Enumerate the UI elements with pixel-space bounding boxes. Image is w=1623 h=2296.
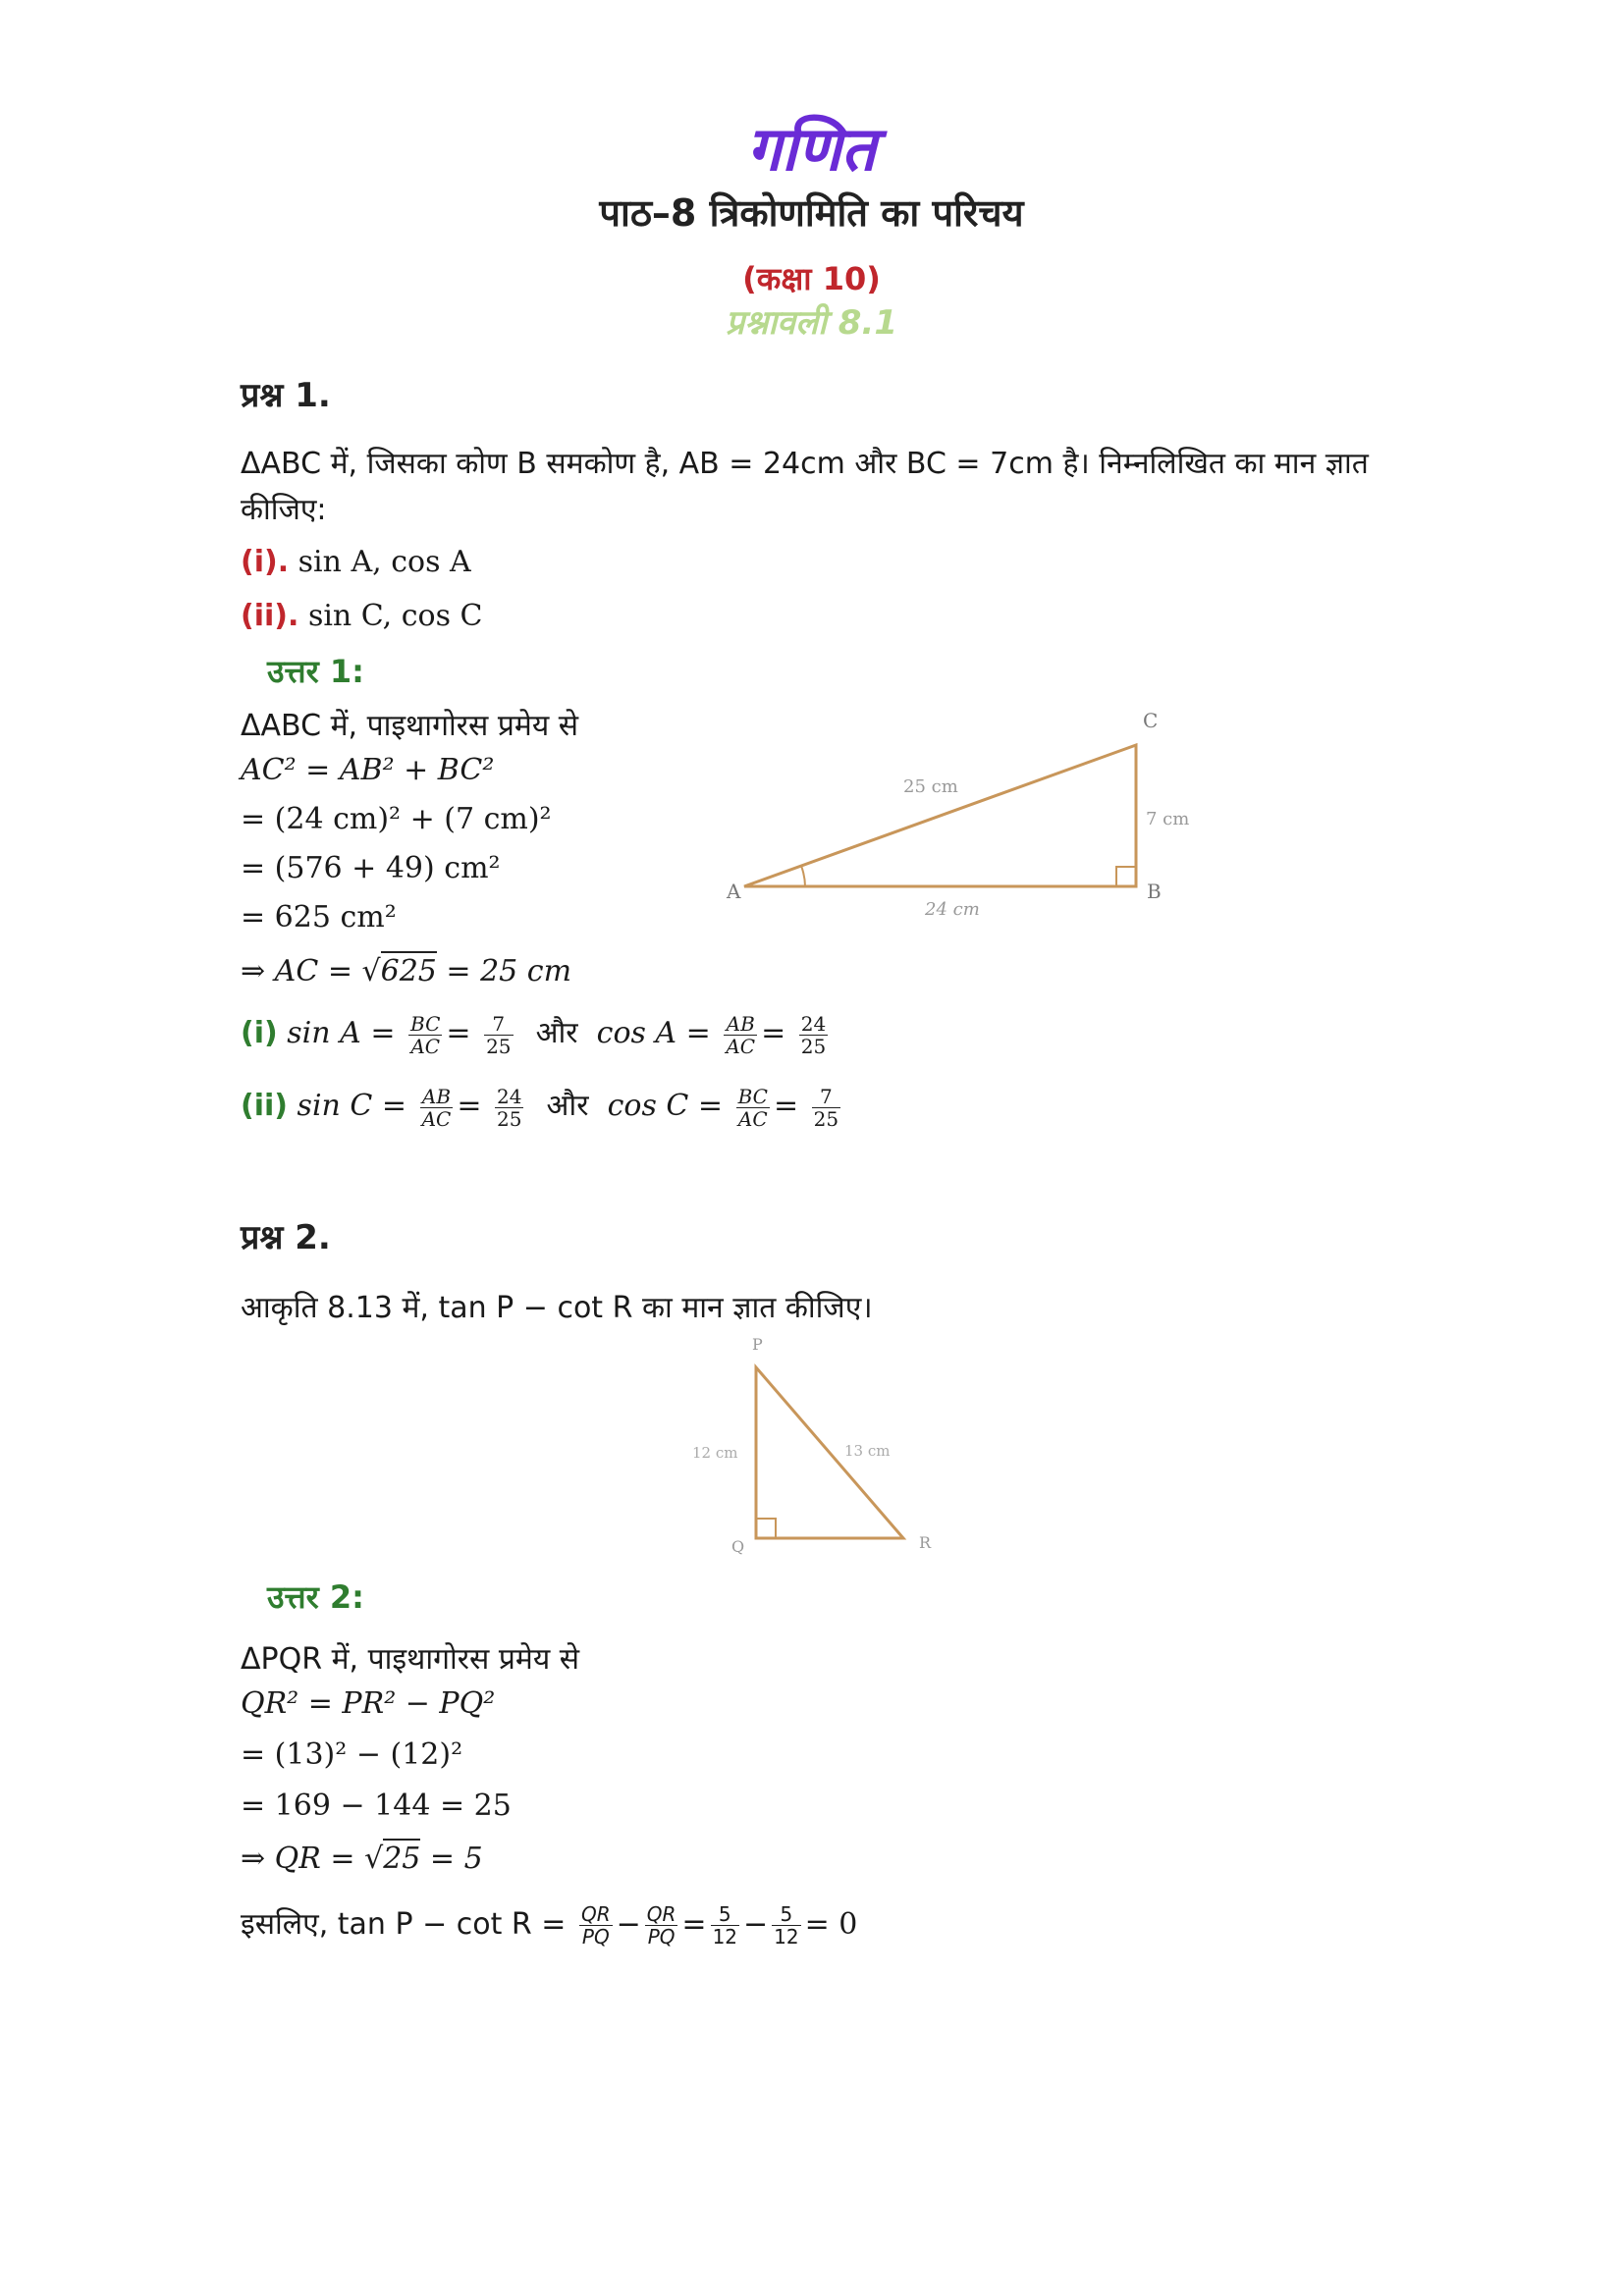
angle-arc-a [801, 866, 805, 886]
q1-part2 [241, 599, 483, 633]
q2-final [241, 1902, 857, 1948]
chapter-title: पाठ–8 त्रिकोणमिति का परिचय [599, 191, 1024, 235]
numerator: 7 [812, 1086, 840, 1108]
denominator: AC [737, 1106, 768, 1131]
q1-part1 [241, 545, 471, 579]
fraction [736, 1086, 770, 1130]
q2-final-pre: इसलिए, tan P − cot R = [241, 1907, 567, 1942]
triangle-pqr-diagram [677, 1330, 952, 1566]
q1-part2-label: (ii). [241, 599, 299, 633]
fraction [495, 1086, 523, 1130]
q1-answer-heading: उत्तर 1: [267, 653, 364, 690]
right-angle-mark-b [1116, 867, 1136, 886]
q1-part1-label: (i). [241, 545, 290, 579]
fraction [724, 1013, 757, 1057]
side-pq-label: 12 cm [692, 1444, 738, 1462]
numerator: AB [724, 1013, 757, 1036]
q2-step3: = 169 − 144 = 25 [241, 1789, 512, 1823]
fraction [408, 1013, 442, 1057]
q1-answer-intro: ΔABC में, पाइथागोरस प्रमेय से [241, 709, 579, 743]
q1-part1-text: sin A, cos A [298, 545, 471, 579]
equals-sign: = [681, 1907, 707, 1942]
numerator: QR [581, 1902, 611, 1926]
q1-step3: = (576 + 49) cm² [241, 851, 501, 885]
side-label: 7 cm [1146, 809, 1190, 829]
q1-result-1: (i) sin A = $\frac{BC}{AC}$ = $\frac{7}{25}$ और cos A = $\frac{AB}{AC}$ = $\frac{24}{25}$ [241, 1011, 827, 1058]
fraction [799, 1013, 828, 1057]
minus-sign: − [743, 1907, 769, 1942]
numerator: 24 [800, 1011, 827, 1036]
triangle-abc-shape [744, 745, 1136, 886]
q1-step5-radicand: 625 [381, 951, 437, 988]
q1-step2: = (24 cm)² + (7 cm)² [241, 802, 552, 836]
q2-step4-pre: ⇒ QR = √ [241, 1842, 384, 1876]
denominator: 25 [486, 1034, 512, 1058]
q1-result-1-label: (i) [241, 1016, 278, 1050]
denominator: AC [421, 1106, 452, 1131]
fraction [645, 1903, 678, 1948]
denominator: AC [410, 1034, 441, 1058]
side-pr-label: 13 cm [844, 1442, 891, 1460]
q2-text: आकृति 8.13 में, tan P − cot R का मान ज्ञात कीजिए। [241, 1291, 873, 1325]
q1-result-2-lhs2: cos C = [607, 1089, 724, 1123]
denominator: PQ [647, 1925, 676, 1949]
fraction [420, 1086, 454, 1130]
minus-sign: − [616, 1907, 641, 1942]
q1-step5-pre: ⇒ AC = √ [241, 954, 381, 988]
numerator: QR [646, 1902, 676, 1926]
q1-heading: प्रश्न 1. [241, 376, 331, 415]
page-title: गणित [746, 113, 877, 185]
q1-result-1-and: और [535, 1016, 578, 1050]
vertex-c-label: C [1143, 709, 1159, 732]
q1-step4: = 625 cm² [241, 900, 397, 934]
q2-answer-intro: ΔPQR में, पाइथागोरस प्रमेय से [241, 1642, 580, 1677]
fraction [812, 1086, 840, 1130]
q1-part2-text: sin C, cos C [307, 599, 483, 633]
denominator: 12 [712, 1925, 738, 1949]
q2-final-result: = 0 [804, 1907, 858, 1942]
fraction [579, 1903, 613, 1948]
vertex-p-label: P [752, 1335, 763, 1354]
q2-step4-radicand: 25 [383, 1839, 420, 1876]
q1-result-2-label: (ii) [241, 1089, 288, 1123]
q2-step1: QR² = PR² − PQ² [241, 1686, 496, 1721]
q1-result-1-lhs: sin A = [287, 1016, 396, 1050]
q1-result-2-lhs: sin C = [297, 1089, 407, 1123]
q2-heading: प्रश्न 2. [241, 1218, 331, 1257]
q1-result-1-lhs2: cos A = [596, 1016, 711, 1050]
fraction [484, 1013, 513, 1057]
q1-result-2-and: और [546, 1089, 589, 1123]
numerator: AB [420, 1086, 454, 1108]
right-angle-mark-q [756, 1519, 776, 1538]
numerator: BC [737, 1084, 768, 1108]
q2-step4 [241, 1842, 483, 1876]
q2-step4-post: = 5 [420, 1842, 483, 1876]
denominator: AC [726, 1034, 756, 1058]
triangle-abc-diagram [707, 702, 1217, 928]
exercise-label: प्रश्नावली 8.1 [725, 303, 898, 343]
q2-step2: = (13)² − (12)² [241, 1737, 463, 1772]
denominator: 25 [497, 1106, 522, 1131]
class-label: (कक्षा 10) [742, 260, 881, 297]
q1-text-line1: ΔABC में, जिसका कोण B समकोण है, AB = 24cm और BC = 7cm है। निम्नलिखित का मान ज्ञात [241, 447, 1369, 481]
denominator: 25 [813, 1106, 839, 1131]
q1-step5-post: = 25 cm [436, 954, 572, 988]
numerator: 5 [711, 1903, 739, 1926]
q1-result-2: (ii) sin C = $\frac{AB}{AC}$ = $\frac{24}{25}$ और cos C = $\frac{BC}{AC}$ = $\frac{7}{25}$ [241, 1084, 839, 1131]
vertex-b-label: B [1147, 880, 1162, 903]
fraction [711, 1903, 739, 1948]
denominator: 12 [774, 1925, 799, 1949]
q2-answer-heading: उत्तर 2: [267, 1578, 364, 1616]
denominator: 25 [800, 1034, 827, 1058]
q1-step5 [241, 954, 571, 988]
base-label: 24 cm [925, 899, 980, 920]
vertex-q-label: Q [731, 1537, 745, 1556]
numerator: 7 [484, 1013, 513, 1036]
denominator: PQ [581, 1925, 610, 1949]
vertex-r-label: R [919, 1533, 932, 1552]
numerator: 5 [772, 1903, 800, 1926]
numerator: 24 [497, 1084, 522, 1108]
fraction [772, 1903, 800, 1948]
hypotenuse-label: 25 cm [903, 776, 958, 797]
q1-text-line2: कीजिए: [241, 493, 327, 527]
q1-step1: AC² = AB² + BC² [241, 753, 495, 787]
numerator: BC [410, 1011, 441, 1036]
vertex-a-label: A [727, 880, 741, 903]
